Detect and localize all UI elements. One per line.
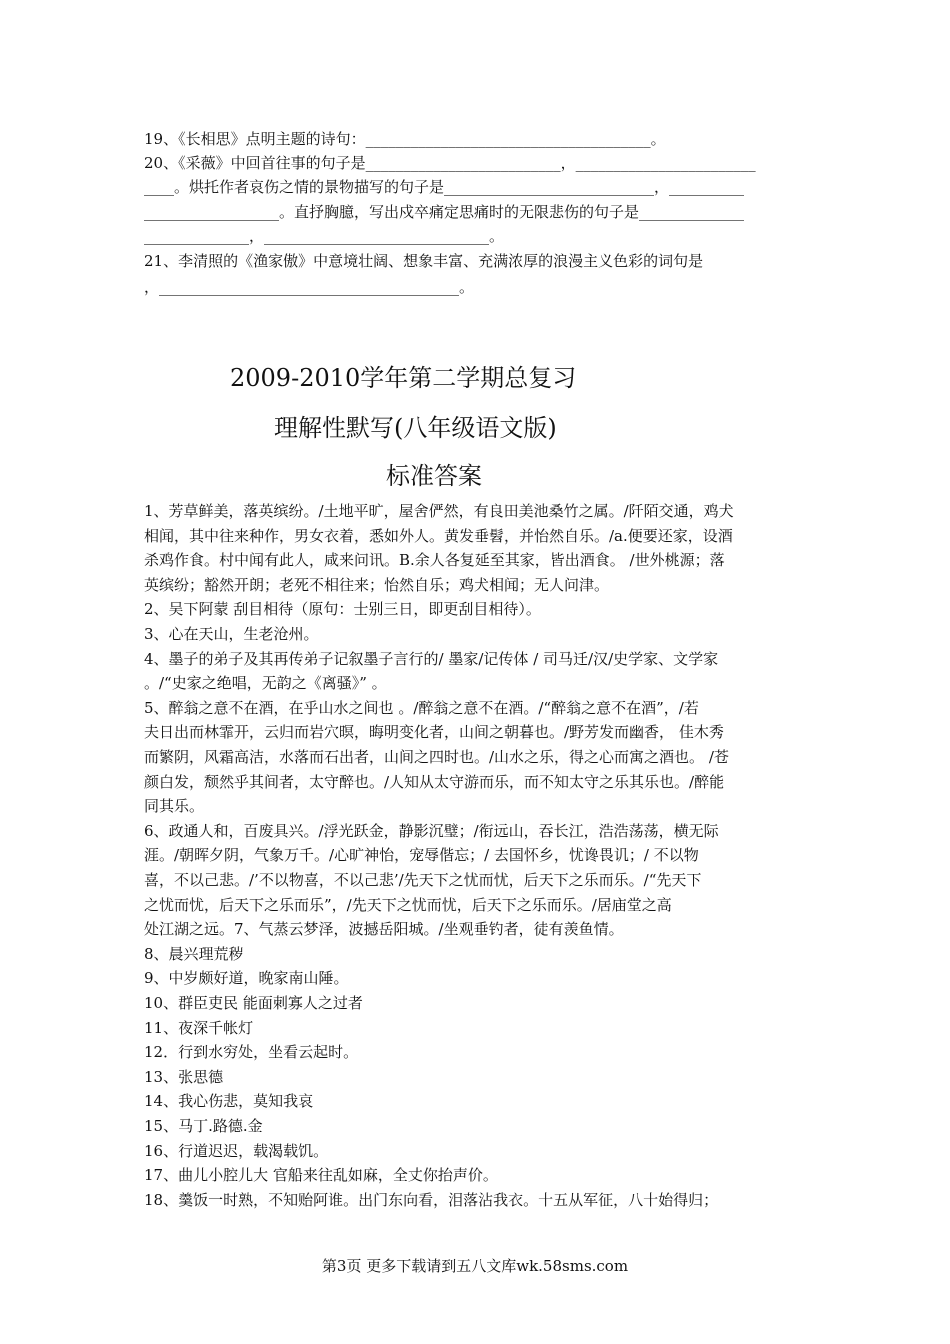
answer-line: 2、吴下阿蒙 刮目相待（原句：士别三日，即更刮目相待）。: [144, 600, 541, 618]
answer-line: 同其乐。: [144, 797, 205, 815]
question-line: ______________，______________________________。: [144, 227, 505, 245]
answer-line: 处江湖之远。7、气蒸云梦泽，波撼岳阳城。/坐观垂钓者，徒有羡鱼情。: [144, 920, 624, 938]
answer-line: 14、我心伤悲，莫知我哀: [144, 1092, 314, 1110]
page-title: 2009-2010学年第二学期总复习: [230, 364, 577, 392]
question-line: __________________。直抒胸臆，写出戍卒痛定思痛时的无限悲伤的句子是______________: [144, 203, 745, 221]
page-footer: 第3页 更多下载请到五八文库wk.58sms.com: [321, 1257, 629, 1275]
question-line: ，________________________________________。: [144, 278, 475, 296]
answer-line: 16、行道迟迟，载渴载饥。: [144, 1142, 329, 1160]
answer-line: 8、晨兴理荒秽: [144, 945, 244, 963]
answer-line: 杀鸡作食。村中闻有此人，咸来问讯。B.余人各复延至其家，皆出酒食。 /世外桃源；落: [144, 551, 725, 569]
answer-line: 。/“史家之绝唱，无韵之《离骚》” 。: [144, 674, 387, 692]
question-line: ____。烘托作者哀伤之情的景物描写的句子是____________________________，__________: [144, 178, 745, 196]
answer-line: 4、墨子的弟子及其再传弟子记叙墨子言行的/ 墨家/记传体 / 司马迁/汉/史学家、文学家: [144, 650, 719, 668]
question-line: 20、《采薇》中回首往事的句子是__________________________，________________________: [144, 154, 756, 172]
answer-line: 11、夜深千帐灯: [144, 1019, 254, 1037]
answer-line: 英缤纷；豁然开朗；老死不相往来；怡然自乐；鸡犬相闻；无人问津。: [144, 576, 610, 594]
answer-line: 3、心在天山，生老沧州。: [144, 625, 319, 643]
answer-line: 5、醉翁之意不在酒，在乎山水之间也 。/醉翁之意不在酒。/“醉翁之意不在酒”，/若: [144, 699, 699, 717]
answer-line: 10、群臣吏民 能面刺寡人之过者: [144, 994, 363, 1012]
answer-line: 相闻，其中往来种作，男女衣着，悉如外人。黄发垂髫，并怡然自乐。/a.便要还家，设酒: [144, 527, 733, 545]
question-line: 19、《长相思》点明主题的诗句：______________________________________。: [144, 130, 666, 148]
answer-line: 涯。/朝晖夕阴，气象万千。/心旷神怡，宠辱偕忘；/ 去国怀乡，忧谗畏讥；/ 不以物: [144, 846, 699, 864]
answer-line: 颜白发，颓然乎其间者，太守醉也。/人知从太守游而乐，而不知太守之乐其乐也。/醉能: [144, 773, 725, 791]
answer-line: 15、马丁.路德.金: [144, 1117, 263, 1135]
answer-line: 17、曲儿小腔儿大 官船来往乱如麻，全丈你抬声价。: [144, 1166, 498, 1184]
answer-line: 1、芳草鲜美，落英缤纷。/土地平旷，屋舍俨然，有良田美池桑竹之属。/阡陌交通，鸡犬: [144, 502, 734, 520]
answer-line: 而繁阴，风霜高洁，水落而石出者，山间之四时也。/山水之乐，得之心而寓之酒也。 /苍: [144, 748, 729, 766]
answer-line: 13、张思德: [144, 1068, 224, 1086]
answer-heading: 标准答案: [386, 462, 482, 490]
answer-line: 6、政通人和，百废具兴。/浮光跃金，静影沉璧；/衔远山，吞长江，浩浩荡荡，横无际: [144, 822, 719, 840]
answer-line: 9、中岁颇好道，晚家南山陲。: [144, 969, 349, 987]
answer-line: 12．行到水穷处，坐看云起时。: [144, 1043, 359, 1061]
answer-line: 之忧而忧，后天下之乐而乐”，/先天下之忧而忧，后天下之乐而乐。/居庙堂之高: [144, 896, 672, 914]
answer-line: 喜，不以己悲。/’不以物喜，不以己悲’/先天下之忧而忧，后天下之乐而乐。/“先天下: [144, 871, 702, 889]
question-line: 21、李清照的《渔家傲》中意境壮阔、想象丰富、充满浓厚的浪漫主义色彩的词句是: [144, 252, 704, 270]
answer-line: 18、羹饭一时熟，不知贻阿谁。出门东向看，泪落沾我衣。十五从军征，八十始得归；: [144, 1191, 719, 1209]
answer-line: 夫日出而林霏开，云归而岩穴暝，晦明变化者，山间之朝暮也。/野芳发而幽香， 佳木秀: [144, 723, 724, 741]
page-subtitle: 理解性默写(八年级语文版): [274, 414, 557, 442]
